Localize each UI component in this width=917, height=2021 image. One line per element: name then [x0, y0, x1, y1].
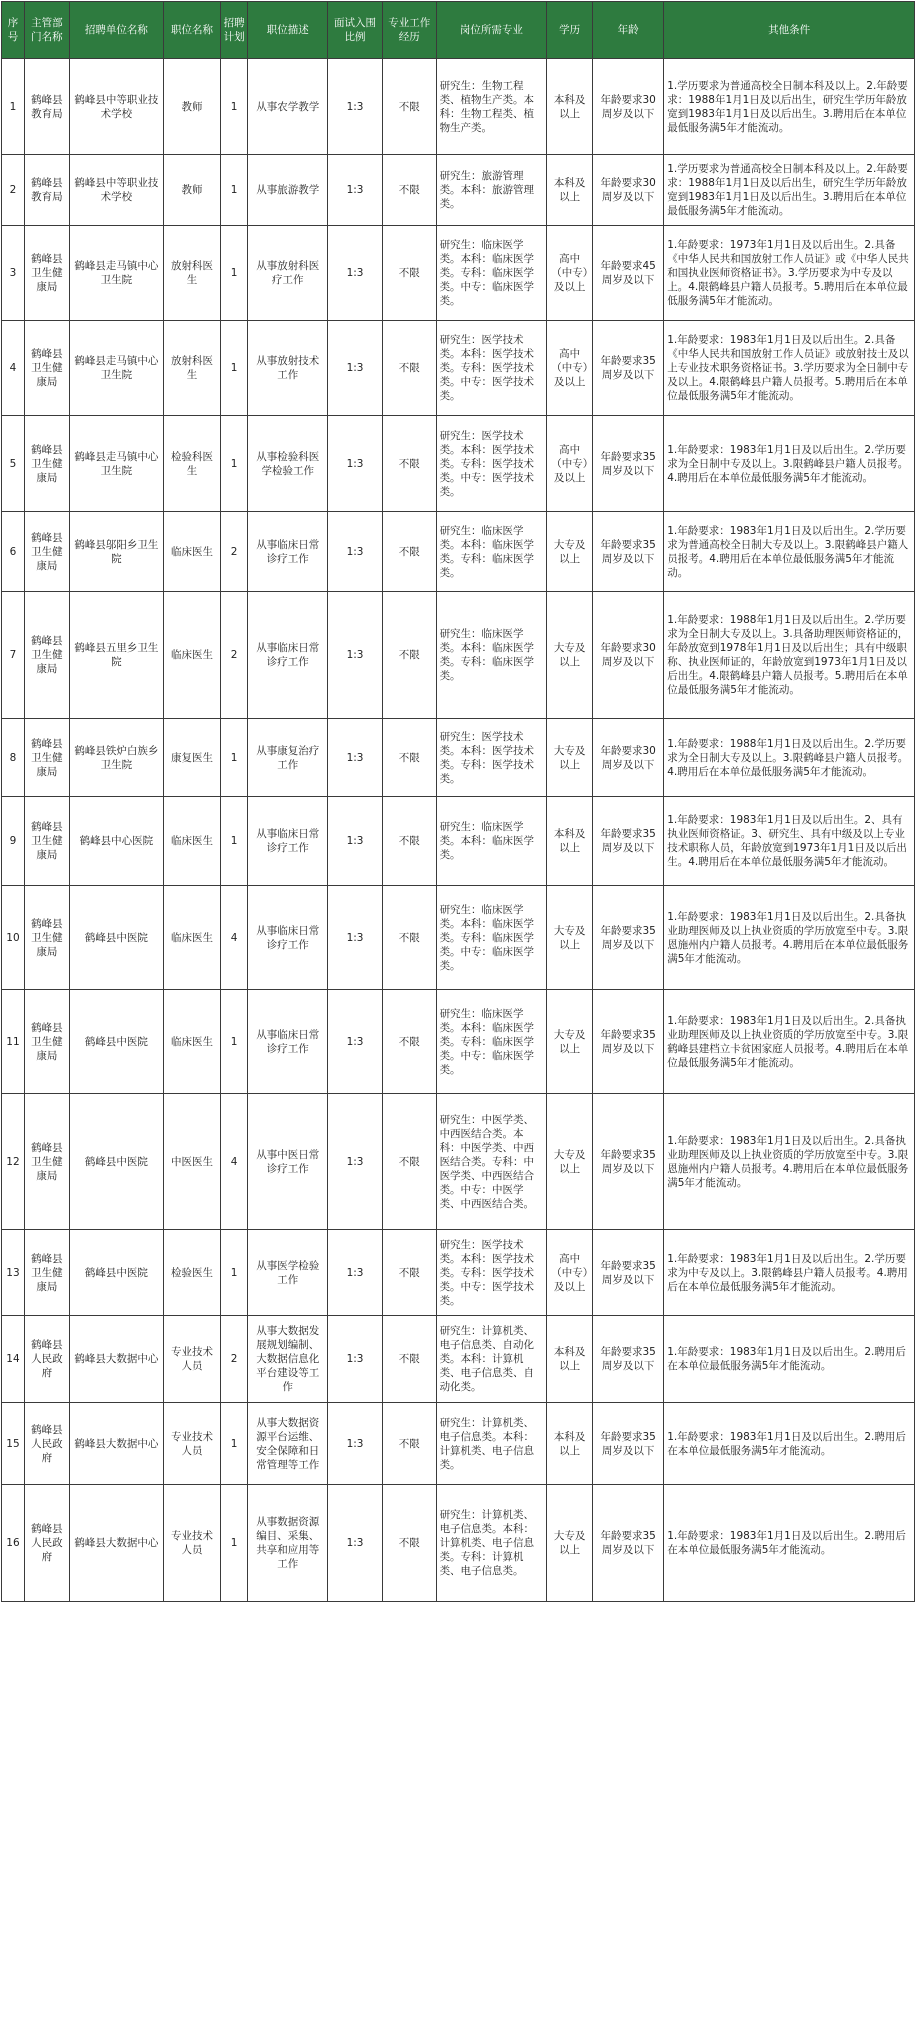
cell-exp: 不限: [382, 1403, 436, 1485]
cell-edu: 本科及以上: [547, 1316, 593, 1403]
table-row: [2, 59, 915, 155]
table-row: [2, 1485, 915, 1602]
table-row: [2, 990, 915, 1094]
cell-desc: 从事大数据资源平台运维、安全保障和日常管理等工作: [248, 1403, 328, 1485]
cell-exp: 不限: [382, 1485, 436, 1602]
table-row: [2, 1230, 915, 1316]
table-row: [2, 1094, 915, 1230]
cell-major: 研究生：医学技术类。本科：医学技术类。专科：医学技术类。中专：医学技术类。: [436, 321, 547, 416]
cell-no: 14: [2, 1316, 25, 1403]
cell-post: 临床医生: [164, 990, 221, 1094]
cell-no: 10: [2, 886, 25, 990]
cell-no: 9: [2, 797, 25, 886]
recruitment-table: [1, 1, 915, 1602]
cell-post: 专业技术人员: [164, 1316, 221, 1403]
cell-desc: 从事大数据发展规划编制、大数据信息化平台建设等工作: [248, 1316, 328, 1403]
cell-dept: 鹤峰县人民政府: [24, 1316, 69, 1403]
cell-unit: 鹤峰县中医院: [69, 886, 163, 990]
cell-plan: 4: [220, 1094, 247, 1230]
cell-dept: 鹤峰县卫生健康局: [24, 592, 69, 719]
cell-unit: 鹤峰县邬阳乡卫生院: [69, 512, 163, 592]
header-exp: 专业工作经历: [382, 2, 436, 59]
cell-unit: 鹤峰县中等职业技术学校: [69, 59, 163, 155]
cell-post: 临床医生: [164, 886, 221, 990]
header-desc: 职位描述: [248, 2, 328, 59]
header-major: 岗位所需专业: [436, 2, 547, 59]
table-row: [2, 512, 915, 592]
table-row: [2, 1403, 915, 1485]
cell-no: 16: [2, 1485, 25, 1602]
cell-plan: 1: [220, 1230, 247, 1316]
cell-ratio: 1:3: [328, 990, 383, 1094]
cell-age: 年龄要求35周岁及以下: [593, 886, 664, 990]
cell-plan: 1: [220, 1485, 247, 1602]
cell-post: 专业技术人员: [164, 1485, 221, 1602]
cell-plan: 1: [220, 155, 247, 226]
cell-unit: 鹤峰县大数据中心: [69, 1485, 163, 1602]
cell-post: 临床医生: [164, 592, 221, 719]
cell-no: 12: [2, 1094, 25, 1230]
cell-plan: 1: [220, 226, 247, 321]
cell-plan: 1: [220, 797, 247, 886]
cell-dept: 鹤峰县人民政府: [24, 1403, 69, 1485]
cell-plan: 1: [220, 990, 247, 1094]
cell-no: 7: [2, 592, 25, 719]
header-unit: 招聘单位名称: [69, 2, 163, 59]
cell-desc: 从事检验科医学检验工作: [248, 416, 328, 512]
cell-age: 年龄要求35周岁及以下: [593, 990, 664, 1094]
cell-exp: 不限: [382, 416, 436, 512]
cell-edu: 高中（中专）及以上: [547, 1230, 593, 1316]
cell-age: 年龄要求35周岁及以下: [593, 1485, 664, 1602]
cell-desc: 从事医学检验工作: [248, 1230, 328, 1316]
cell-dept: 鹤峰县卫生健康局: [24, 226, 69, 321]
cell-post: 康复医生: [164, 719, 221, 797]
cell-exp: 不限: [382, 1094, 436, 1230]
cell-post: 教师: [164, 155, 221, 226]
cell-other: 1.年龄要求：1983年1月1日及以后出生。2.学历要求为中专及以上。3.限鹤峰县户籍人员报考。4.聘用后在本单位最低服务满5年才能流动。: [664, 1230, 915, 1316]
cell-age: 年龄要求30周岁及以下: [593, 719, 664, 797]
cell-ratio: 1:3: [328, 1316, 383, 1403]
table-body: [2, 59, 915, 1602]
cell-major: 研究生：医学技术类。本科：医学技术类。专科：医学技术类。中专：医学技术类。: [436, 416, 547, 512]
cell-ratio: 1:3: [328, 1485, 383, 1602]
cell-unit: 鹤峰县大数据中心: [69, 1403, 163, 1485]
cell-exp: 不限: [382, 226, 436, 321]
cell-other: 1.年龄要求：1988年1月1日及以后出生。2.学历要求为全日制大专及以上。3.限鹤峰县户籍人员报考。4.聘用后在本单位最低服务满5年才能流动。: [664, 719, 915, 797]
cell-plan: 1: [220, 59, 247, 155]
cell-dept: 鹤峰县卫生健康局: [24, 512, 69, 592]
cell-ratio: 1:3: [328, 797, 383, 886]
table-row: [2, 226, 915, 321]
header-age: 年龄: [593, 2, 664, 59]
cell-desc: 从事康复治疗工作: [248, 719, 328, 797]
cell-post: 临床医生: [164, 512, 221, 592]
cell-plan: 2: [220, 1316, 247, 1403]
cell-unit: 鹤峰县中等职业技术学校: [69, 155, 163, 226]
cell-dept: 鹤峰县卫生健康局: [24, 719, 69, 797]
cell-exp: 不限: [382, 797, 436, 886]
cell-age: 年龄要求35周岁及以下: [593, 797, 664, 886]
cell-ratio: 1:3: [328, 592, 383, 719]
cell-ratio: 1:3: [328, 1403, 383, 1485]
header-edu: 学历: [547, 2, 593, 59]
cell-edu: 本科及以上: [547, 59, 593, 155]
cell-no: 11: [2, 990, 25, 1094]
cell-age: 年龄要求30周岁及以下: [593, 155, 664, 226]
cell-dept: 鹤峰县卫生健康局: [24, 321, 69, 416]
cell-desc: 从事临床日常诊疗工作: [248, 512, 328, 592]
cell-other: 1.年龄要求：1983年1月1日及以后出生。2、具有执业医师资格证。3、研究生、具有中级及以上专业技术职称人员，年龄放宽到1973年1月1日及以后出生。4.聘用后在本单位最低服务满5年才能流动。: [664, 797, 915, 886]
cell-exp: 不限: [382, 155, 436, 226]
cell-no: 2: [2, 155, 25, 226]
cell-dept: 鹤峰县卫生健康局: [24, 886, 69, 990]
cell-unit: 鹤峰县中医院: [69, 990, 163, 1094]
cell-unit: 鹤峰县中医院: [69, 1094, 163, 1230]
cell-plan: 2: [220, 592, 247, 719]
cell-exp: 不限: [382, 59, 436, 155]
cell-major: 研究生：计算机类、电子信息类、自动化类。本科：计算机类、电子信息类、自动化类。: [436, 1316, 547, 1403]
header-dept: 主管部门名称: [24, 2, 69, 59]
cell-desc: 从事临床日常诊疗工作: [248, 886, 328, 990]
cell-post: 放射科医生: [164, 321, 221, 416]
header-other: 其他条件: [664, 2, 915, 59]
cell-post: 检验科医生: [164, 416, 221, 512]
cell-other: 1.年龄要求：1983年1月1日及以后出生。2.聘用后在本单位最低服务满5年才能流动。: [664, 1403, 915, 1485]
cell-plan: 1: [220, 719, 247, 797]
cell-no: 1: [2, 59, 25, 155]
cell-exp: 不限: [382, 592, 436, 719]
cell-no: 15: [2, 1403, 25, 1485]
table-row: [2, 592, 915, 719]
cell-edu: 高中（中专）及以上: [547, 416, 593, 512]
cell-edu: 大专及以上: [547, 719, 593, 797]
cell-post: 放射科医生: [164, 226, 221, 321]
cell-age: 年龄要求35周岁及以下: [593, 512, 664, 592]
cell-other: 1.年龄要求：1983年1月1日及以后出生。2.具备执业助理医师及以上执业资质的学历放宽至中专。3.限恩施州内户籍人员报考。4.聘用后在本单位最低服务满5年才能流动。: [664, 1094, 915, 1230]
table-row: [2, 1316, 915, 1403]
cell-post: 临床医生: [164, 797, 221, 886]
cell-dept: 鹤峰县卫生健康局: [24, 797, 69, 886]
cell-other: 1.学历要求为普通高校全日制本科及以上。2.年龄要求：1988年1月1日及以后出生，研究生学历年龄放宽到1983年1月1日及以后出生。3.聘用后在本单位最低服务满5年才能流动。: [664, 155, 915, 226]
table-row: [2, 886, 915, 990]
cell-age: 年龄要求35周岁及以下: [593, 1230, 664, 1316]
cell-unit: 鹤峰县中心医院: [69, 797, 163, 886]
cell-major: 研究生：临床医学类。本科：临床医学类。专科：临床医学类。中专：临床医学类。: [436, 886, 547, 990]
cell-age: 年龄要求30周岁及以下: [593, 592, 664, 719]
cell-other: 1.年龄要求：1983年1月1日及以后出生。2.学历要求为普通高校全日制大专及以上。3.限鹤峰县户籍人员报考。4.聘用后在本单位最低服务满5年才能流动。: [664, 512, 915, 592]
cell-post: 教师: [164, 59, 221, 155]
cell-edu: 大专及以上: [547, 592, 593, 719]
cell-unit: 鹤峰县铁炉白族乡卫生院: [69, 719, 163, 797]
cell-plan: 1: [220, 416, 247, 512]
cell-ratio: 1:3: [328, 886, 383, 990]
cell-ratio: 1:3: [328, 155, 383, 226]
cell-other: 1.年龄要求：1988年1月1日及以后出生。2.学历要求为全日制大专及以上。3.具备助理医师资格证的，年龄放宽到1978年1月1日及以后出生；具有中级职称、执业医师证的，年龄放宽到1973年1月1日及以后出生。4.限鹤峰县户籍人员报考。5.聘用后在本单位最低服务满5年才能流动。: [664, 592, 915, 719]
cell-age: 年龄要求35周岁及以下: [593, 1403, 664, 1485]
cell-age: 年龄要求35周岁及以下: [593, 1316, 664, 1403]
cell-major: 研究生：临床医学类。本科：临床医学类。专科：临床医学类。: [436, 512, 547, 592]
cell-dept: 鹤峰县卫生健康局: [24, 1230, 69, 1316]
cell-exp: 不限: [382, 719, 436, 797]
cell-other: 1.年龄要求：1983年1月1日及以后出生。2.具备《中华人民共和国放射工作人员证》或放射技士及以上专业技术职务资格证书。3.学历要求为全日制中专及以上。4.限鹤峰县户籍人员报考。5.聘用后在本单位最低服务满5年才能流动。: [664, 321, 915, 416]
cell-unit: 鹤峰县走马镇中心卫生院: [69, 416, 163, 512]
cell-desc: 从事放射技术工作: [248, 321, 328, 416]
cell-age: 年龄要求35周岁及以下: [593, 321, 664, 416]
cell-ratio: 1:3: [328, 1094, 383, 1230]
table-row: [2, 719, 915, 797]
cell-desc: 从事临床日常诊疗工作: [248, 990, 328, 1094]
cell-other: 1.年龄要求：1983年1月1日及以后出生。2.学历要求为全日制中专及以上。3.限鹤峰县户籍人员报考。4.聘用后在本单位最低服务满5年才能流动。: [664, 416, 915, 512]
table-row: [2, 321, 915, 416]
cell-plan: 4: [220, 886, 247, 990]
cell-edu: 大专及以上: [547, 1094, 593, 1230]
header-no: 序号: [2, 2, 25, 59]
cell-other: 1.年龄要求：1983年1月1日及以后出生。2.具备执业助理医师及以上执业资质的学历放宽至中专。3.限恩施州内户籍人员报考。4.聘用后在本单位最低服务满5年才能流动。: [664, 886, 915, 990]
cell-dept: 鹤峰县卫生健康局: [24, 1094, 69, 1230]
cell-plan: 1: [220, 321, 247, 416]
cell-dept: 鹤峰县人民政府: [24, 1485, 69, 1602]
cell-desc: 从事中医日常诊疗工作: [248, 1094, 328, 1230]
cell-ratio: 1:3: [328, 1230, 383, 1316]
cell-age: 年龄要求35周岁及以下: [593, 416, 664, 512]
cell-other: 1.年龄要求：1973年1月1日及以后出生。2.具备《中华人民共和国放射工作人员证》或《中华人民共和国执业医师资格证书》。3.学历要求为中专及以上。4.限鹤峰县户籍人员报考。5.聘用后在本单位最低服务满5年才能流动。: [664, 226, 915, 321]
cell-no: 13: [2, 1230, 25, 1316]
cell-post: 中医医生: [164, 1094, 221, 1230]
cell-edu: 本科及以上: [547, 1403, 593, 1485]
cell-major: 研究生：旅游管理类。本科：旅游管理类。: [436, 155, 547, 226]
cell-age: 年龄要求30周岁及以下: [593, 59, 664, 155]
cell-desc: 从事旅游教学: [248, 155, 328, 226]
cell-major: 研究生：医学技术类。本科：医学技术类。专科：医学技术类。: [436, 719, 547, 797]
cell-desc: 从事放射科医疗工作: [248, 226, 328, 321]
cell-major: 研究生：临床医学类。本科：临床医学类。专科：临床医学类。中专：临床医学类。: [436, 226, 547, 321]
cell-other: 1.学历要求为普通高校全日制本科及以上。2.年龄要求：1988年1月1日及以后出生，研究生学历年龄放宽到1983年1月1日及以后出生。3.聘用后在本单位最低服务满5年才能流动。: [664, 59, 915, 155]
cell-edu: 本科及以上: [547, 797, 593, 886]
cell-ratio: 1:3: [328, 226, 383, 321]
cell-ratio: 1:3: [328, 719, 383, 797]
cell-major: 研究生：计算机类、电子信息类。本科：计算机类、电子信息类。专科：计算机类、电子信息类。: [436, 1485, 547, 1602]
cell-major: 研究生：中医学类、中西医结合类。本科：中医学类、中西医结合类。专科：中医学类、中西医结合类。中专：中医学类、中西医结合类。: [436, 1094, 547, 1230]
cell-major: 研究生：医学技术类。本科：医学技术类。专科：医学技术类。中专：医学技术类。: [436, 1230, 547, 1316]
cell-major: 研究生：计算机类、电子信息类。本科：计算机类、电子信息类。: [436, 1403, 547, 1485]
cell-major: 研究生：临床医学类。本科：临床医学类。: [436, 797, 547, 886]
cell-major: 研究生：临床医学类。本科：临床医学类。专科：临床医学类。: [436, 592, 547, 719]
cell-dept: 鹤峰县卫生健康局: [24, 416, 69, 512]
cell-edu: 高中（中专）及以上: [547, 226, 593, 321]
table-row: [2, 797, 915, 886]
table-row: [2, 155, 915, 226]
cell-no: 3: [2, 226, 25, 321]
table-row: [2, 416, 915, 512]
cell-ratio: 1:3: [328, 512, 383, 592]
cell-desc: 从事临床日常诊疗工作: [248, 592, 328, 719]
cell-unit: 鹤峰县走马镇中心卫生院: [69, 226, 163, 321]
table-header-row: [2, 2, 915, 59]
cell-post: 检验医生: [164, 1230, 221, 1316]
cell-unit: 鹤峰县五里乡卫生院: [69, 592, 163, 719]
cell-other: 1.年龄要求：1983年1月1日及以后出生。2.具备执业助理医师及以上执业资质的学历放宽至中专。3.限鹤峰县建档立卡贫困家庭人员报考。4.聘用后在本单位最低服务满5年才能流动。: [664, 990, 915, 1094]
cell-exp: 不限: [382, 1316, 436, 1403]
cell-no: 8: [2, 719, 25, 797]
cell-ratio: 1:3: [328, 416, 383, 512]
cell-other: 1.年龄要求：1983年1月1日及以后出生。2.聘用后在本单位最低服务满5年才能流动。: [664, 1316, 915, 1403]
cell-post: 专业技术人员: [164, 1403, 221, 1485]
cell-no: 6: [2, 512, 25, 592]
cell-edu: 本科及以上: [547, 155, 593, 226]
cell-unit: 鹤峰县走马镇中心卫生院: [69, 321, 163, 416]
cell-no: 5: [2, 416, 25, 512]
cell-ratio: 1:3: [328, 321, 383, 416]
cell-major: 研究生：临床医学类。本科：临床医学类。专科：临床医学类。中专：临床医学类。: [436, 990, 547, 1094]
cell-unit: 鹤峰县中医院: [69, 1230, 163, 1316]
cell-no: 4: [2, 321, 25, 416]
cell-desc: 从事数据资源编目、采集、共享和应用等工作: [248, 1485, 328, 1602]
cell-plan: 2: [220, 512, 247, 592]
header-ratio: 面试入围比例: [328, 2, 383, 59]
cell-exp: 不限: [382, 886, 436, 990]
cell-edu: 大专及以上: [547, 1485, 593, 1602]
cell-dept: 鹤峰县教育局: [24, 59, 69, 155]
cell-exp: 不限: [382, 1230, 436, 1316]
cell-edu: 大专及以上: [547, 990, 593, 1094]
cell-edu: 高中（中专）及以上: [547, 321, 593, 416]
cell-ratio: 1:3: [328, 59, 383, 155]
cell-desc: 从事农学教学: [248, 59, 328, 155]
cell-exp: 不限: [382, 512, 436, 592]
cell-other: 1.年龄要求：1983年1月1日及以后出生。2.聘用后在本单位最低服务满5年才能流动。: [664, 1485, 915, 1602]
header-plan: 招聘计划: [220, 2, 247, 59]
cell-major: 研究生：生物工程类、植物生产类。本科：生物工程类、植物生产类。: [436, 59, 547, 155]
cell-age: 年龄要求45周岁及以下: [593, 226, 664, 321]
cell-age: 年龄要求35周岁及以下: [593, 1094, 664, 1230]
header-post: 职位名称: [164, 2, 221, 59]
cell-dept: 鹤峰县卫生健康局: [24, 990, 69, 1094]
cell-exp: 不限: [382, 990, 436, 1094]
cell-edu: 大专及以上: [547, 512, 593, 592]
cell-exp: 不限: [382, 321, 436, 416]
cell-unit: 鹤峰县大数据中心: [69, 1316, 163, 1403]
cell-desc: 从事临床日常诊疗工作: [248, 797, 328, 886]
cell-dept: 鹤峰县教育局: [24, 155, 69, 226]
cell-plan: 1: [220, 1403, 247, 1485]
cell-edu: 大专及以上: [547, 886, 593, 990]
